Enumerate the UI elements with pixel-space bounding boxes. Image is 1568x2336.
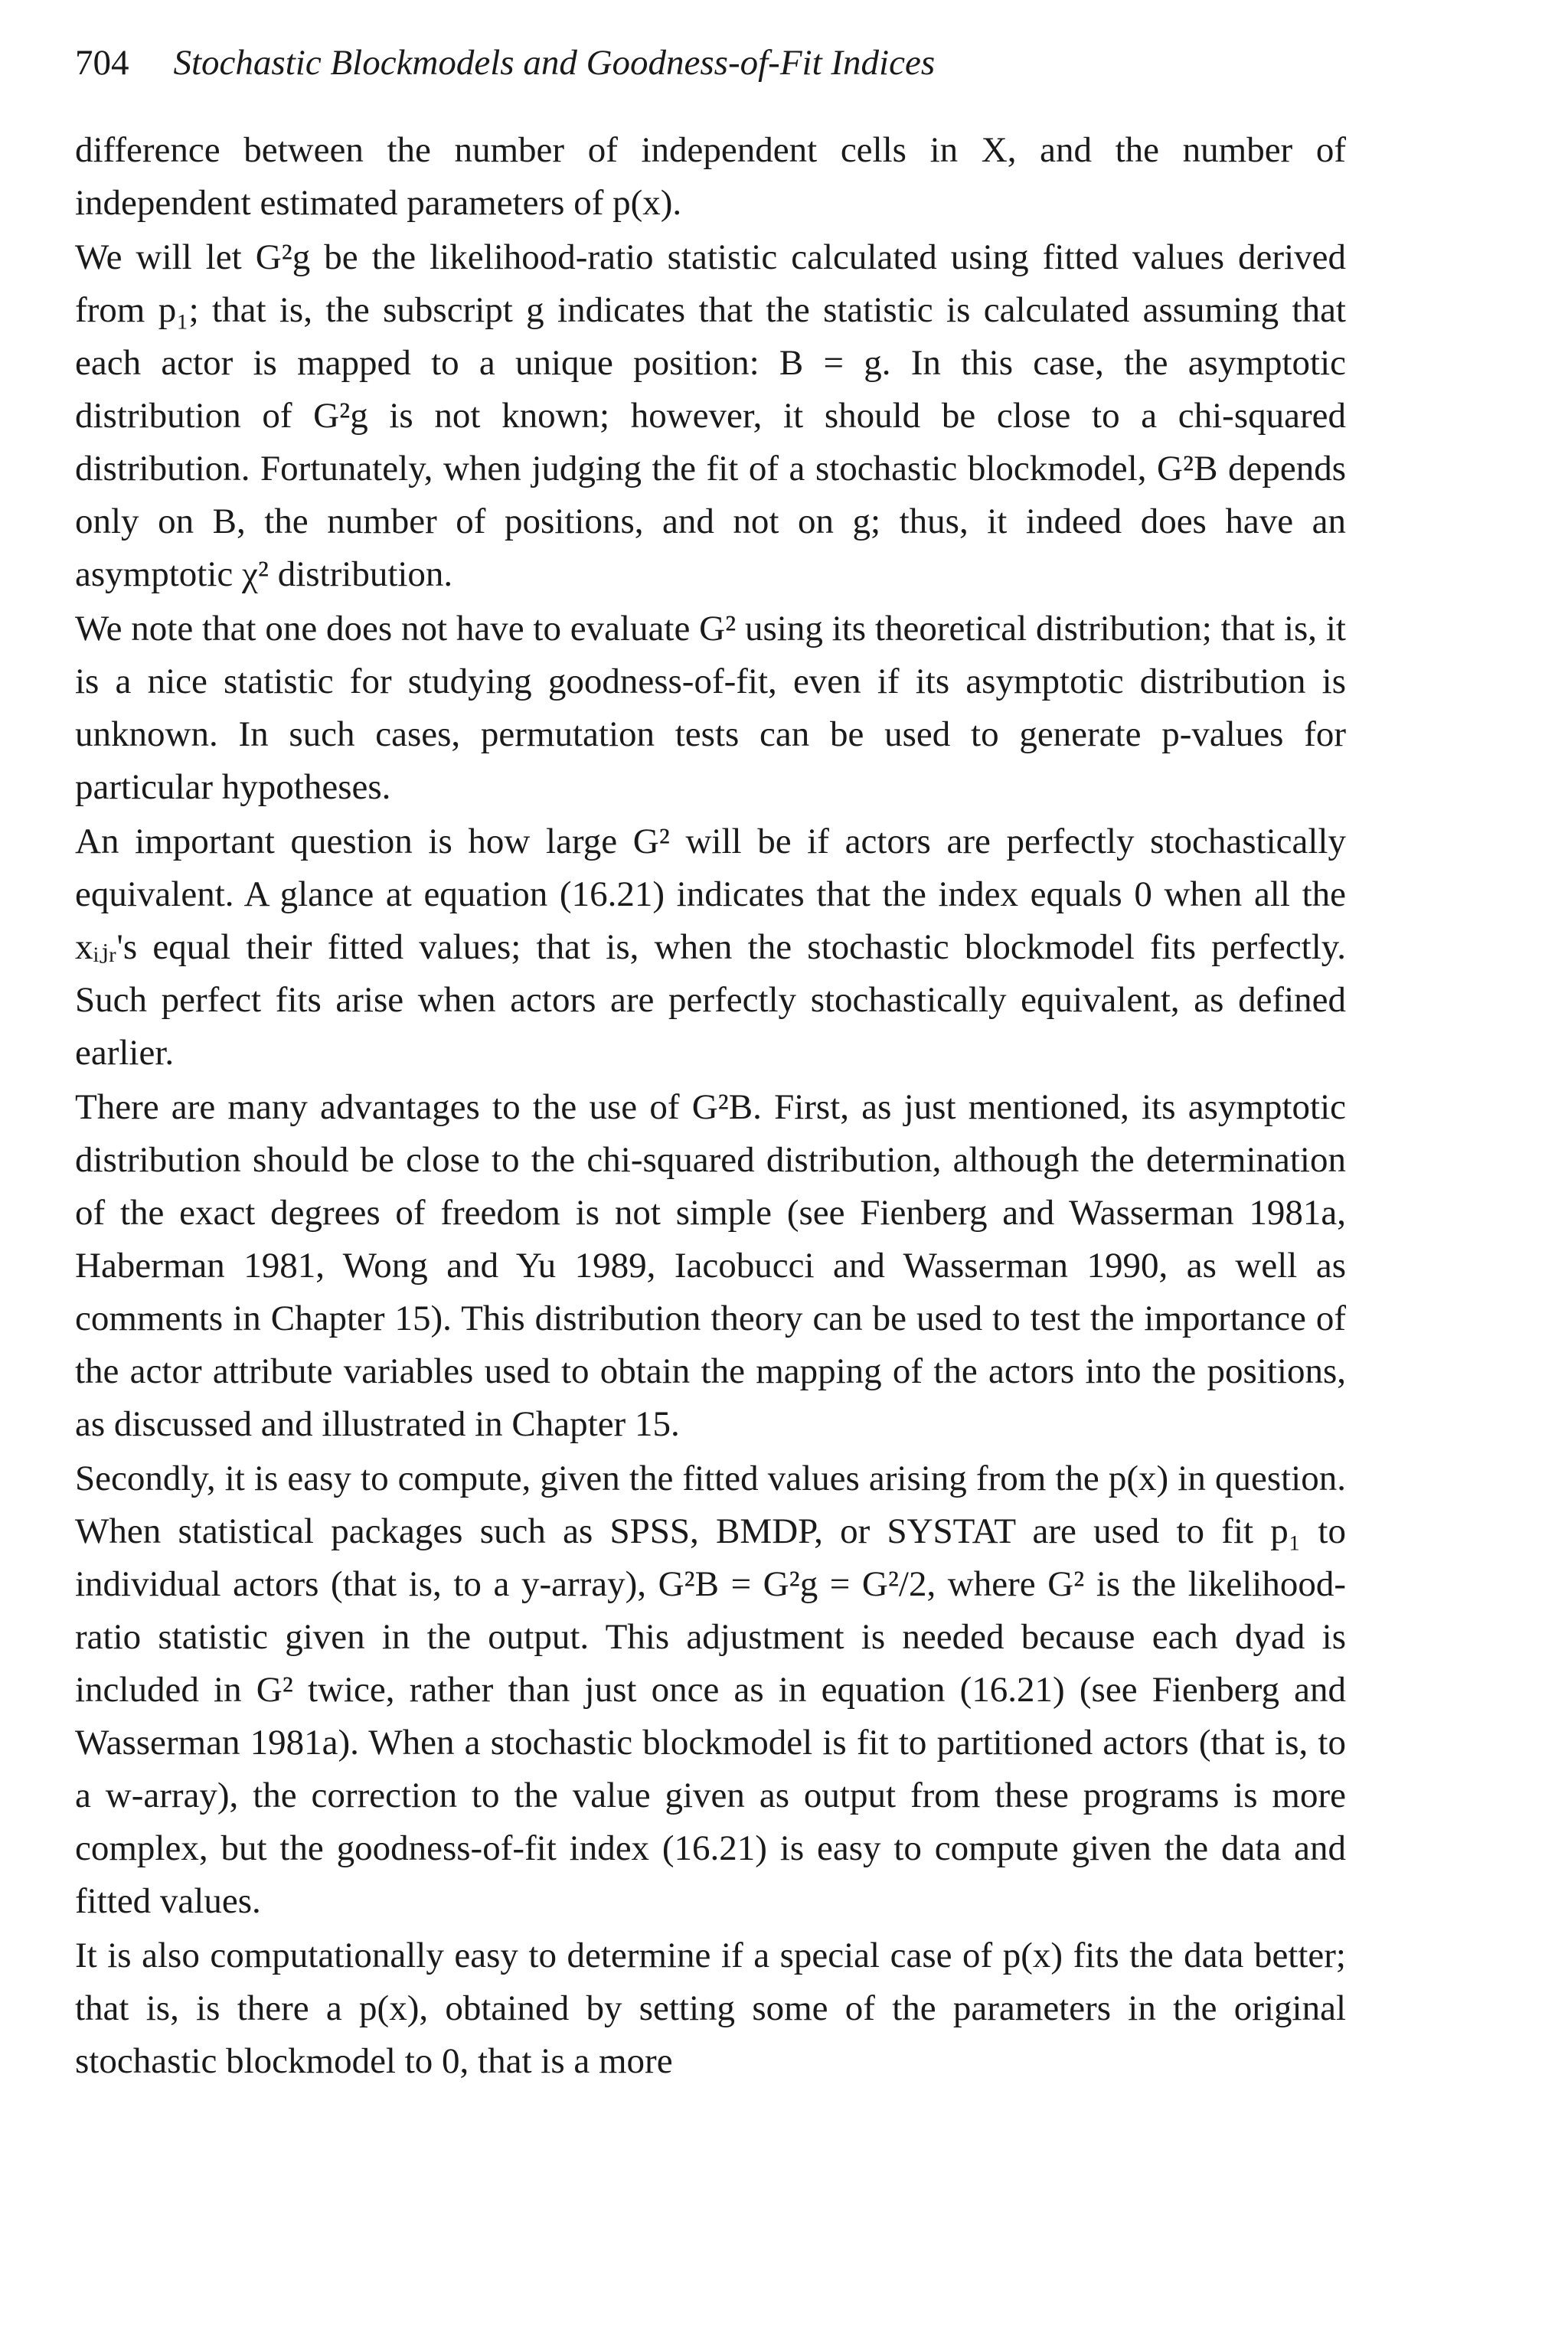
- page-number: 704: [75, 43, 129, 83]
- paragraph-special-case: It is also computationally easy to determine if a special case of p(x) fits the data better; that is, is there a p(x), obtained by setting some of the parameters in the original stochastic blockmodel to 0, that is a more: [75, 1936, 1346, 2081]
- paragraph-advantages: There are many advantages to the use of G²B. First, as just mentioned, its asymptotic distribution should be close to the chi-squared distribution, although the determination of the exact degrees of freedom is not simple (see Fienberg and Wasserman 1981a, Haberman 1981, Wong and Yu 1989, Iacobucci and Wasserman 1990, as well as comments in Chapter 15). This distribution theory can be used to test the importance of the actor attribute variables used to obtain the mapping of the actors into the positions, as discussed and illustrated in Chapter 15.: [75, 1087, 1346, 1444]
- book-page: [75, 31, 1346, 2088]
- running-title: Stochastic Blockmodels and Goodness-of-Fit Indices: [173, 43, 936, 83]
- running-head: [75, 31, 1346, 95]
- paragraph-continued: difference between the number of independent cells in X, and the number of independent estimated parameters of p(x).: [75, 130, 1346, 223]
- body-text: [75, 124, 1346, 2088]
- paragraph-likelihood-ratio: We will let G²g be the likelihood-ratio statistic calculated using fitted values derived from p₁; that is, the subscript g indicates that the statistic is calculated assuming that each actor is mapped to a unique position: B = g. In this case, the asymptotic distribution of G²g is not known; however, it should be close to a chi-squared distribution. Fortunately, when judging the fit of a stochastic blockmodel, G²B depends only on B, the number of positions, and not on g; thus, it indeed does have an asymptotic χ² distribution.: [75, 237, 1346, 594]
- paragraph-easy-to-compute: Secondly, it is easy to compute, given the fitted values arising from the p(x) in question. When statistical packages such as SPSS, BMDP, or SYSTAT are used to fit p₁ to individual actors (that is, to a y-array), G²B = G²g = G²/2, where G² is the likelihood-ratio statistic given in the output. This adjustment is needed because each dyad is included in G² twice, rather than just once as in equation (16.21) (see Fienberg and Wasserman 1981a). When a stochastic blockmodel is fit to partitioned actors (that is, to a w-array), the correction to the value given as output from these programs is more complex, but the goodness-of-fit index (16.21) is easy to compute given the data and fitted values.: [75, 1459, 1346, 1921]
- paragraph-theoretical-distribution: We note that one does not have to evaluate G² using its theoretical distribution; that is, it is a nice statistic for studying goodness-of-fit, even if its asymptotic distribution is unknown. In such cases, permutation tests can be used to generate p-values for particular hypotheses.: [75, 609, 1346, 807]
- paragraph-perfect-equivalence: An important question is how large G² will be if actors are perfectly stochastically equivalent. A glance at equation (16.21) indicates that the index equals 0 when all the xᵢⱼᵣ's equal their fitted values; that is, when the stochastic blockmodel fits perfectly. Such perfect fits arise when actors are perfectly stochastically equivalent, as defined earlier.: [75, 822, 1346, 1073]
